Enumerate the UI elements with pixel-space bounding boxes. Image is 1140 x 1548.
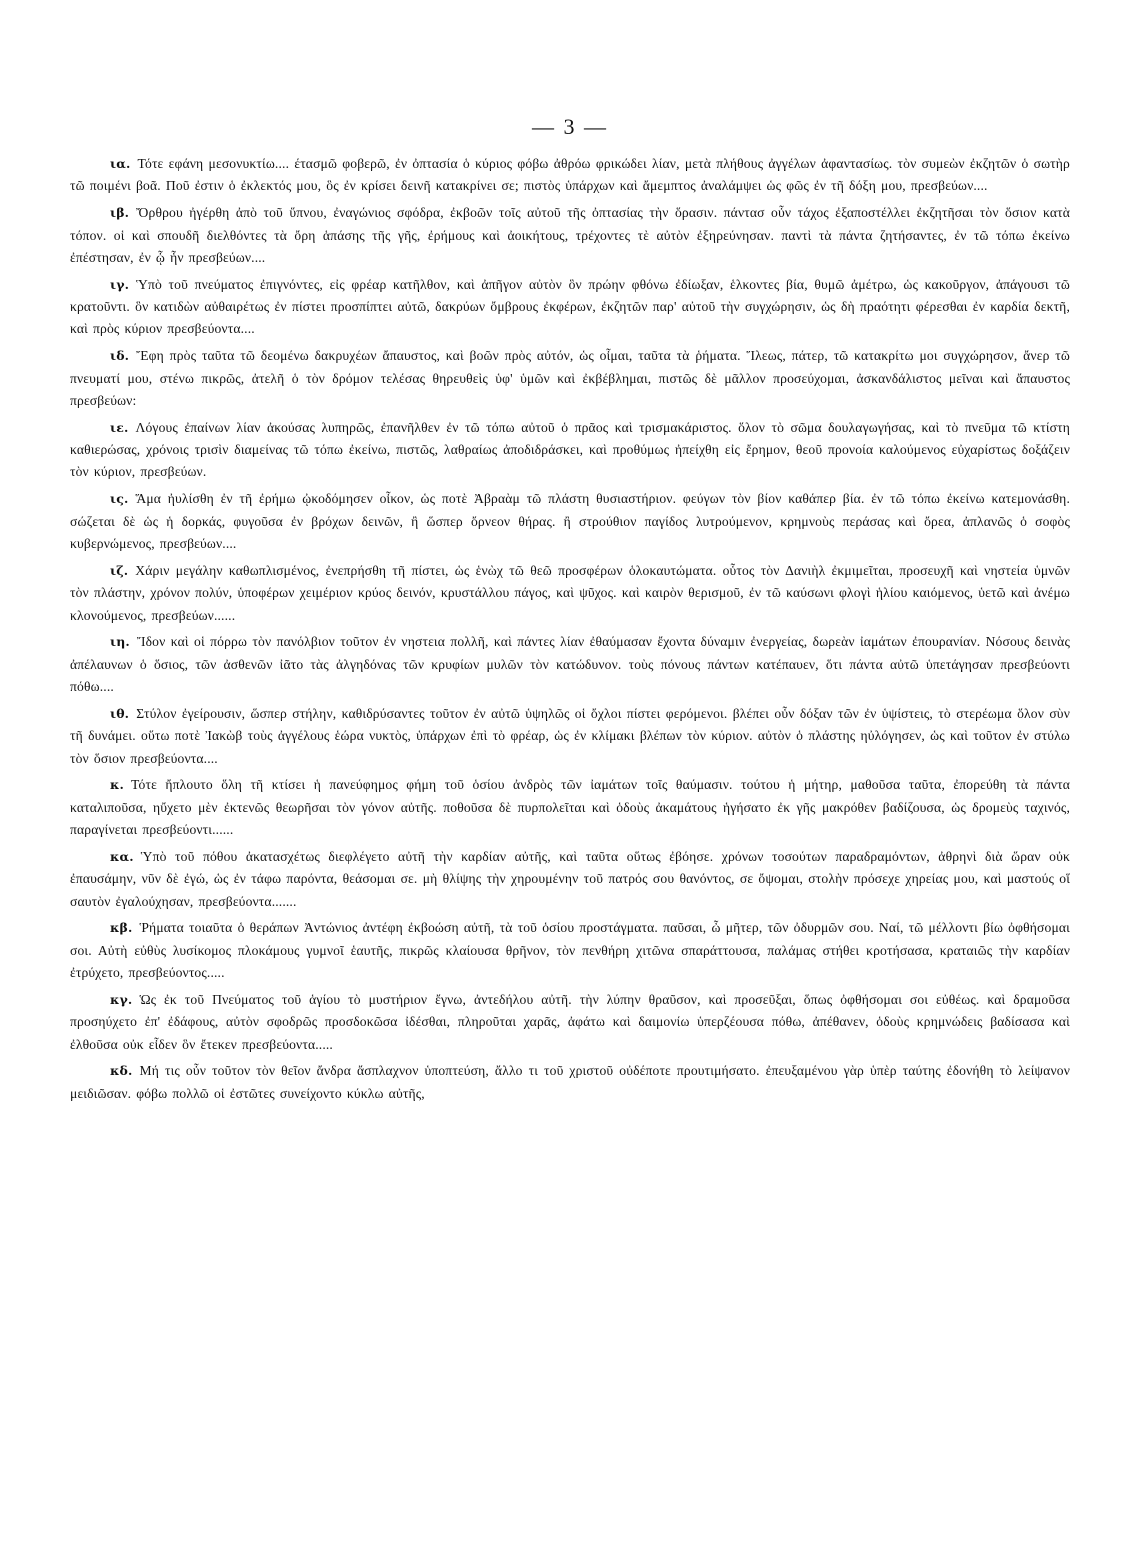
paragraph-text: Στύλον ἐγείρουσιν, ὥσπερ στήλην, καθιδρύσαντες τοῦτον ἐν αὐτῶ ὑψηλῶς οἱ ὄχλοι πίστει φερόμενοι. βλέπει οὖν δόξαν τῶν ἐν ὑψίστεις, τὸ στερέωμα ὅλον σὺν τῆ δυνάμει. οὕτω ποτὲ Ἰακὼβ τοὺς ἀγγέλους ἑώρα νυκτὸς, ὑπάρχων ἐπὶ τὸ φρέαρ, ὡς ἐν κλίμακι βλέπων τὸν κύριον. αὐτὸν ὁ πλάστης ηὐλόγησεν, ὡς καὶ τοῦτον ἐν στύλω τὸν ὅσιον πρεσβεύοντα.... — [70, 705, 1070, 766]
paragraph-number: ιη. — [110, 634, 130, 650]
paragraph-text: Ἔφη πρὸς ταῦτα τῶ δεομένω δακρυχέων ἄπαυστος, καὶ βοῶν πρὸς αὐτόν, ὡς οἶμαι, ταῦτα τὰ ῥήματα. Ἵλεως, πάτερ, τῶ κατακρίτω μοι συγχώρησον, ἄνερ τῶ πνευματί μου, στένω πικρῶς, ἀτελῆ ὁ τὸν δρόμον τελέσας θηρευθεὶς ὑφ' ὑμῶν καὶ ἐκβέβλημαι, πιστῶς δὲ μᾶλλον προσεύχομαι, ἀσκανδάλιστος μεῖναι καὶ ἄπαυστος πρεσβεύων: — [70, 348, 1070, 408]
paragraph-15 — [70, 417, 1070, 484]
paragraph-text: Λόγους ἐπαίνων λίαν ἀκούσας λυπηρῶς, ἐπανῆλθεν ἐν τῶ τόπω αὐτοῦ ὁ πρᾶος καὶ τρισμακάριστος. ὅλον τὸ σῶμα δουλαγωγήσας, καὶ τὸ πνεῦμα τῶ κτίστη καθιερώσας, χρόνοις τρισὶν διαμείνας τῶ τόπω ἐκείνω, πιστῶς, λαθραίως ἀποδιδράσκει, καὶ προθύμως ἠπείχθη εἰς ἔρημον, θεοῦ προνοία καλούμενος εὐχαρίστως δοξάζειν τὸν κύριον, πρεσβεύων. — [70, 419, 1070, 480]
paragraph-12 — [70, 202, 1070, 269]
paragraph-text: Ὑπὸ τοῦ πόθου ἀκατασχέτως διεφλέγετο αὐτῆ τὴν καρδίαν αὐτῆς, καὶ ταῦτα οὕτως ἐβόησε. χρόνων τοσούτων παραδραμόντων, ἀθρηνὶ διὰ ὥραν οὐκ ἐπαυσάμην, νῦν δὲ ἐγώ, ὡς ἐν τάφω παρόντα, θεάσομαι σε. μὴ θλίψης τὴν χηρουμένην τοῦ πατρός σου θανόντος, σε ὄψομαι, στολὴν πρόσεχε χηρείας μου, καὶ μαστούς οἵ σαυτὸν ἐγαλούχησαν, πρεσβεύοντα....... — [70, 848, 1070, 909]
paragraph-number: ιβ. — [110, 205, 130, 221]
paragraph-text: Ἅμα ἠυλίσθη ἐν τῆ ἐρήμω ᾠκοδόμησεν οἶκον, ὡς ποτὲ Ἀβραὰμ τῶ πλάστη θυσιαστήριον. φεύγων τὸν βίον καθάπερ βία. ἐν τῶ τόπω ἐκείνω κατεμονάσθη. σώζεται δὲ ὡς ἡ δορκάς, φυγοῦσα ἐν βρόχων δεινῶν, ἢ ὥσπερ ὄρνεον θήρας. ἢ στρούθιον παγίδος λυτρούμενον, κρημνοὺς περάσας καὶ ὄρεα, ἀπλανῶς ὁ σοφὸς κυβερνώμενος, πρεσβεύων.... — [70, 491, 1070, 551]
paragraph-16 — [70, 488, 1070, 555]
paragraph-number: κα. — [110, 848, 134, 864]
paragraph-23 — [70, 989, 1070, 1056]
paragraph-text: Ἴδον καὶ οἱ πόρρω τὸν πανόλβιον τοῦτον ἐν νηστεια πολλῆ, καὶ πάντες λίαν ἐθαύμασαν ἔχοντα δύναμιν ἐνεργείας, δωρεὰν ἰαμάτων ἐπουρανίαν. Νόσους δεινὰς ἀπέλαυνων ὁ ὅσιος, τῶν ἀσθενῶν ἰᾶτο τὰς ἀλγηδόνας τῶν κρυφίων μυλῶν τὸν κατώδυνον. τοὺς πόνους πάντων κατέπαυεν, ὅτι πάντα αὐτῶ ὑπετάγησαν πρεσβεύοντι πόθω.... — [70, 634, 1070, 695]
paragraph-number: ιζ. — [110, 562, 129, 578]
paragraph-text: Ὑπὸ τοῦ πνεύματος ἐπιγνόντες, εἰς φρέαρ κατῆλθον, καὶ ἀπῆγον αὐτὸν ὃν πρώην φθόνω ἐδίωξαν, ἑλκοντες βία, θυμῶ ἀμέτρω, ὡς κακοῦργον, ἀπάγουσι τῶ κρατοῦντι. ὃν κατιδὼν αὐθαιρέτως ἐν πίστει προσπίπτει αὐτῶ, δακρύων ὄμβρους ἐκφέρων, ἐκζητῶν παρ' αὐτοῦ τὴν συγχώρησιν, ὡς δὴ πραότητι φέρεσθαι ἐν καρδία δεκτῆ, καὶ πρὸς κύριον πρεσβεύοντα.... — [70, 276, 1070, 337]
paragraph-number: ιε. — [110, 419, 129, 435]
paragraph-number: ις. — [110, 491, 129, 507]
paragraph-14 — [70, 345, 1070, 412]
paragraph-21 — [70, 846, 1070, 913]
paragraph-number: κγ. — [110, 991, 133, 1007]
text-body — [70, 153, 1070, 1109]
paragraph-number: ιθ. — [110, 705, 130, 721]
paragraph-number: ιγ. — [110, 276, 130, 292]
paragraph-number: κδ. — [110, 1063, 133, 1079]
paragraph-24 — [70, 1060, 1070, 1105]
page-number: — 3 — — [532, 114, 608, 139]
paragraph-number: κ. — [110, 777, 125, 793]
paragraph-19 — [70, 703, 1070, 770]
paragraph-17 — [70, 560, 1070, 627]
paragraph-text: Ὄρθρου ἠγέρθη ἀπὸ τοῦ ὕπνου, ἐναγώνιος σφόδρα, ἐκβοῶν τοῖς αὐτοῦ τῆς ὀπτασίας τὴν ὅρασιν. πάντασ οὖν τάχος ἐξαποστέλλει ἐκζητῆσαι τὸν ὅσιον κατὰ τόπον. οἱ καὶ σπουδῆ διελθόντες τὰ ὄρη ἁπάσης τῆς γῆς, ἐρήμους καὶ ἀοικήτους, τρέχοντες τὲ αὐτὸν ἐξηρεύνησαν. παντὶ τὰ πάντα ζητήσαντες, ἐν τῶ τόπω ἐκείνω ἐπέστησαν, ἐν ᾧ ἦν πρεσβεύων.... — [70, 205, 1070, 265]
paragraph-number: ιδ. — [110, 348, 130, 364]
paragraph-20 — [70, 774, 1070, 841]
paragraph-number: κβ. — [110, 920, 133, 936]
paragraph-text: Ῥήματα τοιαῦτα ὁ θεράπων Ἀντώνιος ἀντέφη ἐκβοώση αὐτῆ, τὰ τοῦ ὁσίου προστάγματα. παῦσαι, ὦ μῆτερ, τῶν ὀδυρμῶν σου. Ναί, τῶ μέλλοντι βίω ὀφθήσομαι σοι. Αὐτὴ εὐθὺς λυσίκομος πλοκάμους γυμνοῖ ἑαυτῆς, πικρῶς κλαίουσα θρῆνον, τὸν πενθήρη χιτῶνα σπαράττουσα, παλάμας στήθει κροτήσασα, κραταιῶς τὴν καρδίαν ἐτρύχετο, πρεσβεύοντος..... — [70, 920, 1070, 981]
paragraph-text: Χάριν μεγάλην καθωπλισμένος, ἐνεπρήσθη τῆ πίστει, ὡς ἑνὼχ τῶ θεῶ προσφέρων ὁλοκαυτώματα. οὗτος τὸν Δανιὴλ ἐκμιμεῖται, προσευχῆ καὶ νηστεία ὑμνῶν τὸν πλάστην, χρόνον πολύν, ὑποφέρων χειμέριον κρύος δεινόν, κρυστάλλου πάγος, καὶ ψῦχος. καὶ καιρὸν θερισμοῦ, ἐν τῶ καύσωνι φλογὶ ἡλίου καιόμενος, ὑετῶ καὶ ἀνέμω κλονούμενος, πρεσβεύων...... — [70, 562, 1070, 623]
paragraph-number: ια. — [110, 156, 131, 171]
paragraph-text: Ὡς ἐκ τοῦ Πνεύματος τοῦ ἁγίου τὸ μυστήριον ἔγνω, ἀντεδήλου αὐτῆ. τὴν λύπην θραῦσον, καὶ προσεῦξαι, ὅπως ὀφθήσομαι σοι εὐθέως. καὶ δραμοῦσα προσηύχετο ἐπ' ἐδάφους, αὐτὸν σφοδρῶς προσδοκῶσα ἰδέσθαι, πληροῦται χαρᾶς, ἀφάτω καὶ δαιμονίω ὑπερζέουσα πόθω, ἀπέθανεν, ὁδοὺς κρημνώδεις βαδίσασα καὶ ἐλθοῦσα οὐκ εἶδεν ὃν ἔτεκεν πρεσβεύοντα..... — [70, 991, 1070, 1052]
paragraph-13 — [70, 274, 1070, 341]
paragraph-22 — [70, 917, 1070, 984]
paragraph-text: Τότε ἤπλουτο ὅλη τῆ κτίσει ἡ πανεύφημος φήμη τοῦ ὁσίου ἀνδρὸς τῶν ἰαμάτων τοῖς θαύμασιν. τούτου ἡ μήτηρ, μαθοῦσα ταῦτα, ἐπορεύθη τὰ πάντα καταλιποῦσα, ηὔχετο μὲν ἐκτενῶς θεωρῆσαι τὸν γόνον αὐτῆς. ποθοῦσα δὲ πυρπολεῖται καὶ ὁδοὺς ἀκαμάτους ἡγήσατο ἐκ γῆς μακρόθεν βαδίζουσα, ὡς δρομεὺς ταχινός, παραγίνεται πρεσβεύοντι...... — [70, 777, 1070, 838]
paragraph-11 — [70, 153, 1070, 198]
paragraph-text: Μή τις οὖν τοῦτον τὸν θεῖον ἄνδρα ἄσπλαχνον ὑποπτεύση, ἄλλο τι τοῦ χριστοῦ οὐδέποτε προυτιμήσατο. ἐπευξαμένου γὰρ ὑπὲρ ταύτης ἐδονήθη τὸ λείψανον μειδιῶσαν. φόβω πολλῶ οἱ ἐστῶτες συνείχοντο κύκλω αὐτῆς, — [70, 1063, 1070, 1101]
paragraph-text: Τότε εφάνη μεσονυκτίω.... έτασμῶ φοβερῶ, ἐν ὀπτασία ὁ κύριος φόβω ἀθρόω φρικώδει λίαν, μετὰ πλήθους ἀγγέλων ἀφαντασίως. τὸν συμεὼν ἐκζητῶν ὁ σωτὴρ τῶ ποιμένι βοᾶ. Ποῦ ἐστιν ὁ ἐκλεκτός μου, ὃς ἐν κρίσει δεινῆ κατακρίνει σε; πιστὸς ὑπάρχων καὶ ἄμεμπτος ἀναλάμψει ὡς φῶς ἐν τῆ δόξη μου, πρεσβεύων.... — [70, 156, 1070, 194]
paragraph-18 — [70, 631, 1070, 698]
